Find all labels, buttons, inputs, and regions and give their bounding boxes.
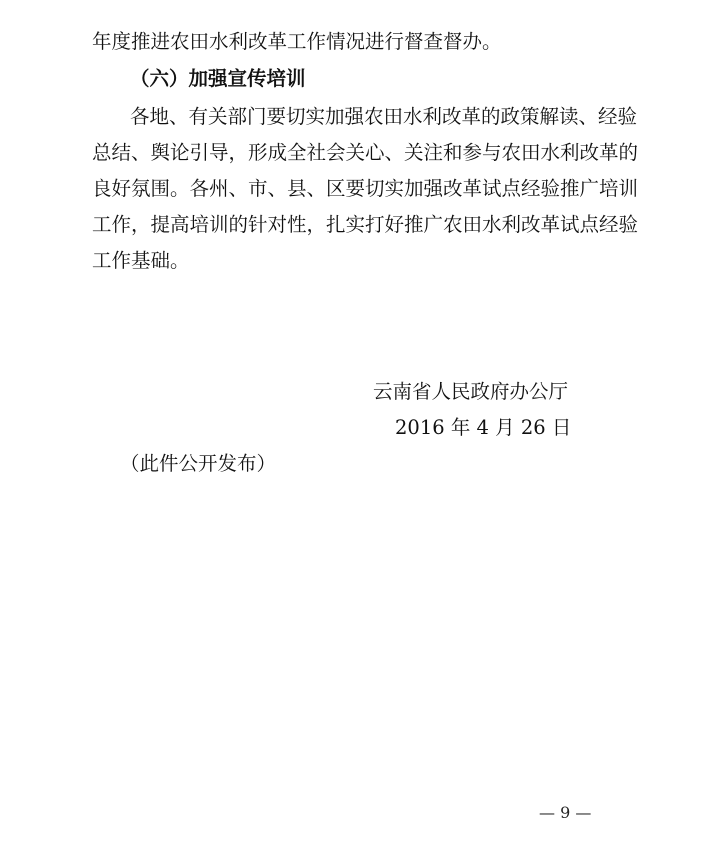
page-number: — 9 — <box>539 803 592 822</box>
body-line-4: 良好氛围。各州、市、县、区要切实加强改革试点经验推广培训 <box>92 177 639 200</box>
body-line-2: 各地、有关部门要切实加强农田水利改革的政策解读、经验 <box>130 105 638 128</box>
body-line-5: 工作，提高培训的针对性，扎实打好推广农田水利改革试点经验 <box>92 213 639 236</box>
body-line-1: 年度推进农田水利改革工作情况进行督查督办。 <box>92 30 502 53</box>
body-line-3: 总结、舆论引导，形成全社会关心、关注和参与农田水利改革的 <box>92 141 639 164</box>
body-line-6: 工作基础。 <box>92 249 190 272</box>
section-heading: （六）加强宣传培训 <box>130 67 306 90</box>
publication-note: （此件公开发布） <box>120 452 277 475</box>
issue-date: 2016 年 4 月 26 日 <box>395 416 572 439</box>
issuer-signature: 云南省人民政府办公厅 <box>373 380 569 403</box>
